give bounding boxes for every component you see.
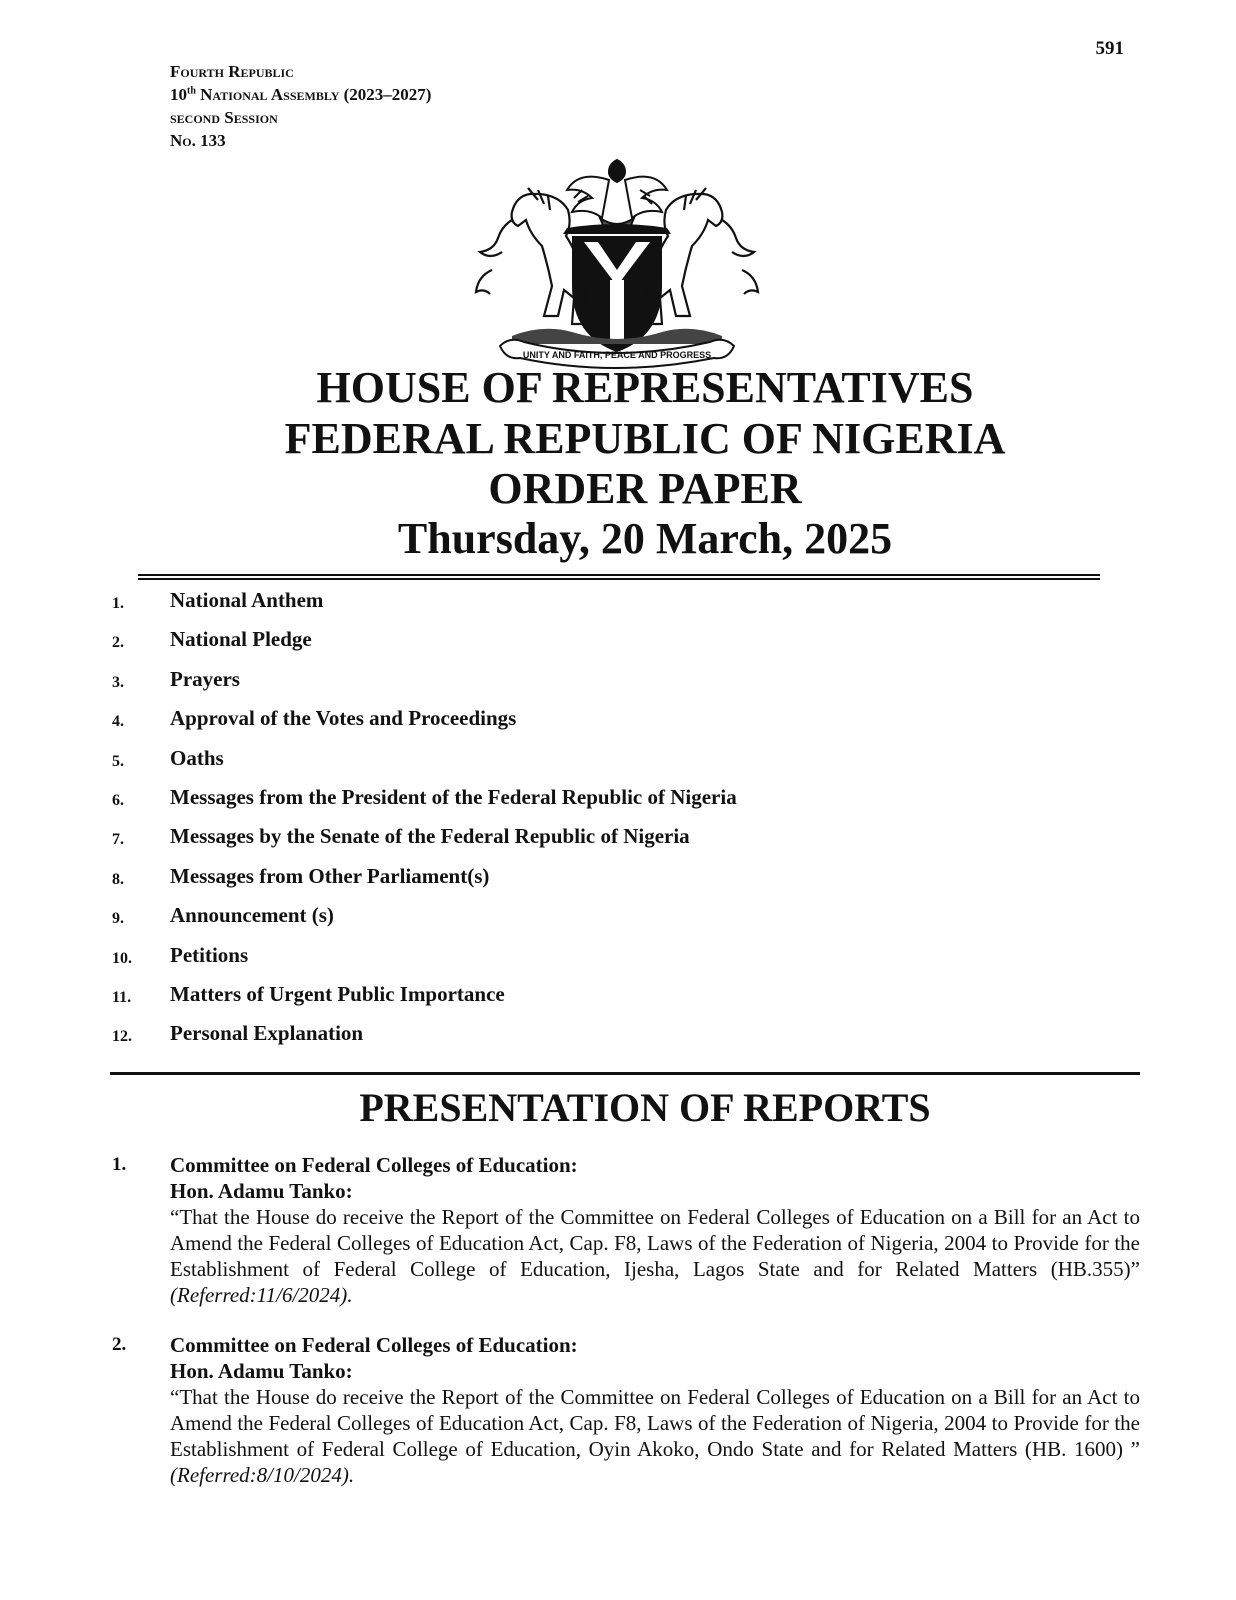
agenda-item-number: 10.	[112, 949, 132, 967]
agenda-item-label: Announcement (s)	[170, 903, 334, 928]
agenda-item-label: National Anthem	[170, 588, 324, 612]
assembly-text: National Assembly (2023–2027)	[200, 85, 432, 104]
wreath-base	[563, 224, 671, 234]
section-divider	[110, 1072, 1140, 1075]
title-divider	[138, 574, 1100, 580]
report-text	[170, 1204, 1140, 1308]
agenda-item-number: 8.	[112, 870, 124, 888]
agenda-item-number: 6.	[112, 791, 124, 809]
title-house: HOUSE OF REPRESENTATIVES	[316, 363, 974, 412]
title-date: Thursday, 20 March, 2025	[397, 514, 893, 563]
report-referred: (Referred:11/6/2024).	[170, 1283, 353, 1307]
agenda-item-label: Approval of the Votes and Proceedings	[170, 706, 517, 731]
reports-section-title: PRESENTATION OF REPORTS	[359, 1085, 931, 1130]
agenda-item-number: 1.	[112, 595, 124, 612]
report-committee: Committee on Federal Colleges of Education:	[170, 1333, 578, 1357]
title-order-paper: ORDER PAPER	[488, 464, 802, 513]
assembly-ordinal: th	[187, 85, 196, 97]
agenda-item-number: 3.	[112, 673, 124, 691]
agenda-item-label: Messages from the President of the Federal Republic of Nigeria	[170, 784, 737, 809]
horse-right-icon	[648, 188, 758, 324]
report-item	[112, 1332, 1140, 1488]
report-referred: (Referred:8/10/2024).	[170, 1463, 355, 1487]
report-sponsor: Hon. Adamu Tanko:	[170, 1179, 353, 1203]
agenda-item-label: Petitions	[170, 942, 249, 967]
report-item	[112, 1152, 1140, 1308]
agenda-item-number: 4.	[112, 713, 124, 731]
horse-left-icon	[476, 188, 586, 324]
report-text	[170, 1384, 1140, 1488]
coat-of-arms-emblem	[472, 150, 762, 378]
report-committee: Committee on Federal Colleges of Education:	[170, 1153, 578, 1177]
agenda-item-number: 7.	[112, 831, 124, 849]
report-number: 1.	[112, 1154, 127, 1175]
agenda-item-label: Prayers	[170, 666, 240, 691]
motto-text: UNITY AND FAITH, PEACE AND PROGRESS	[522, 350, 712, 360]
agenda-item-label: National Pledge	[170, 627, 312, 652]
agenda-item-label: Oaths	[170, 745, 224, 770]
report-motion: “That the House do receive the Report of the Committee on Federal Colleges of Education on a Bill for an Act to Amend the Federal Colleges of Education Act, Cap. F8, Laws of the Federation of Nigeria, 2004 to Provide for the Establishment of Federal College of Education, Oyin Akoko, Ondo State and for Related Matters (HB. 1600) ”	[170, 1385, 1140, 1461]
session-name: second Session	[170, 108, 278, 127]
assembly-number: 10	[170, 85, 187, 104]
report-sponsor: Hon. Adamu Tanko:	[170, 1359, 353, 1383]
order-paper-number: No. 133	[170, 131, 226, 150]
eagle-icon	[567, 160, 667, 232]
agenda-item-label: Messages from Other Parliament(s)	[170, 863, 490, 888]
agenda-item-number: 5.	[112, 752, 124, 770]
republic-label: Fourth Republic	[170, 62, 294, 81]
agenda-item-number: 9.	[112, 910, 124, 928]
report-number: 2.	[112, 1334, 127, 1355]
page-number: 591	[1095, 38, 1124, 59]
session-info	[170, 60, 431, 152]
agenda-item-number: 12.	[112, 1028, 132, 1046]
agenda-item-label: Matters of Urgent Public Importance	[170, 981, 505, 1006]
document-title	[0, 362, 1236, 564]
agenda-item-number: 2.	[112, 634, 124, 652]
agenda-item-label: Messages by the Senate of the Federal Republic of Nigeria	[170, 824, 690, 849]
report-motion: “That the House do receive the Report of the Committee on Federal Colleges of Education on a Bill for an Act to Amend the Federal Colleges of Education Act, Cap. F8, Laws of the Federation of Nigeria, 2004 to Provide for the Establishment of Federal College of Education, Ijesha, Lagos State and for Related Matters (HB.355)”	[170, 1205, 1140, 1281]
assembly-label	[170, 83, 431, 106]
agenda-item-label: Personal Explanation	[170, 1021, 364, 1046]
title-republic: FEDERAL REPUBLIC OF NIGERIA	[284, 414, 1006, 463]
agenda-item-number: 11.	[112, 988, 132, 1006]
